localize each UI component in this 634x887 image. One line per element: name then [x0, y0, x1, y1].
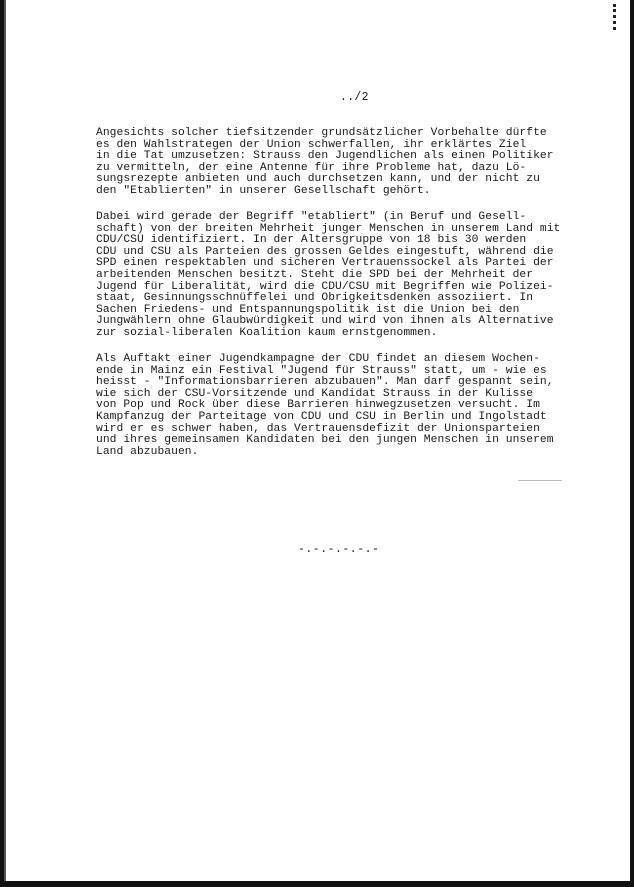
- punch-mark: [613, 4, 626, 30]
- faint-underline-mark: [518, 480, 562, 481]
- scan-border-right: [630, 0, 634, 887]
- page-reference: ../2: [340, 91, 369, 104]
- scan-border-left-shadow: [4, 0, 6, 887]
- end-separator: -.-.-.-.-.-: [298, 543, 380, 556]
- paragraph-2: Dabei wird gerade der Begriff "etabliert" (in Beruf und Gesell- schaft) von der breiten Mehrheit junger Menschen in unserem Land mit CDU/CSU identifiziert. In der Altersgruppe von 18 bis 30 werden CDU und CSU als Parteien des grossen Geldes eingestuft, während die SPD einen respektablen und sicheren Vertrauenssockel als Partei der arbeitenden Menschen besitzt. Steht die SPD bei der Mehrheit der Jugend für Liberalität, wird die CDU/CSU mit Begriffen wie Polizei- staat, Gesinnungsschnüffelei und Obrigkeitsdenken assoziiert. In Sachen Friedens- und Entspannungspolitik ist die Union bei den Jungwählern ohne Glaubwürdigkeit und wird von ihnen als Alternative zur sozial-liberalen Koalition kaum ernstgenommen.: [96, 211, 561, 339]
- paragraph-1: Angesichts solcher tiefsitzender grundsätzlicher Vorbehalte dürfte es den Wahlstrategen der Union schwerfallen, ihr erklärtes Ziel in die Tat umzusetzen: Strauss den Jugendlichen als einen Politiker zu vermitteln, der eine Antenne für ihre Probleme hat, dazu Lö- sungsrezepte anbieten und auch durchsetzen kann, und der nicht zu den "Etablierten" in unserer Gesellschaft gehört.: [96, 127, 554, 197]
- paragraph-3: Als Auftakt einer Jugendkampagne der CDU findet an diesem Wochen- ende in Mainz ein Festival "Jugend für Strauss" statt, um - wie es heisst - "Informationsbarrieren abzubauen". Man darf gespannt sein, wie sich der CSU-Vorsitzende und Kandidat Strauss in der Kulisse von Pop und Rock über diese Barrieren hinwegzusetzen versucht. Im Kampfanzug der Parteitage von CDU und CSU in Berlin und Ingolstadt wird er es schwer haben, das Vertrauensdefizit der Unionsparteien und ihres gemeinsamen Kandidaten bei den jungen Menschen in unserem Land abzubauen.: [96, 353, 554, 458]
- scan-border-bottom: [0, 881, 634, 887]
